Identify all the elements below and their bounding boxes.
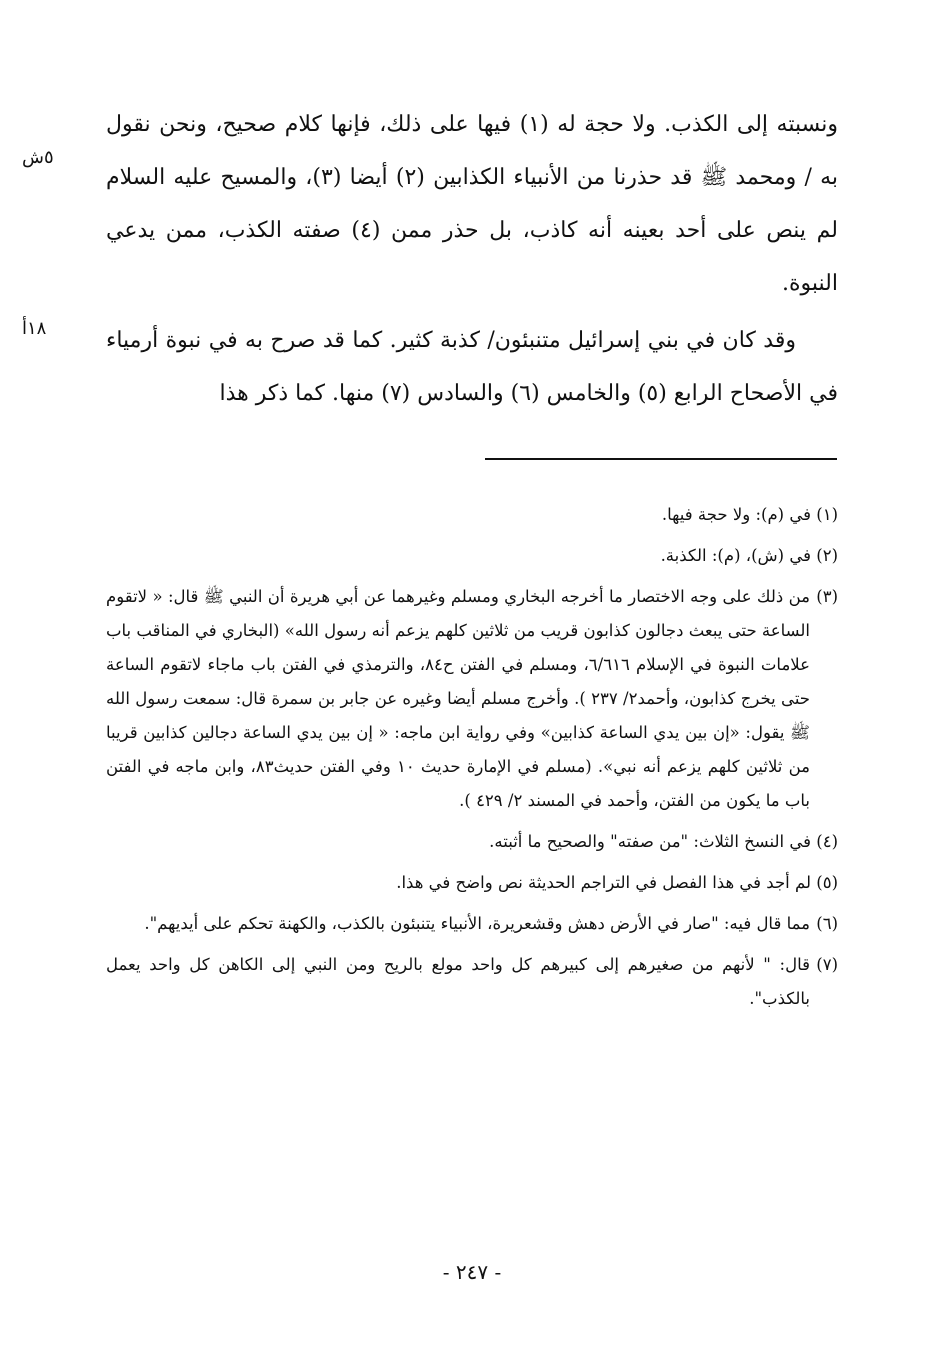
main-text [106,98,838,420]
footnote-number: (٦) [816,914,838,933]
paragraph-2: وقد كان في بني إسرائيل متنبئون/ كذبة كثير. كما قد صرح به في نبوة أرمياء في الأصحاح الرابع (٥) والخامس (٦) والسادس (٧) منها. كما ذكر هذا [106,328,838,406]
footnote-5: (٥) لم أجد في هذا الفصل في التراجم الحديثة نص واضح في هذا. [396,873,838,892]
footnote-3 [106,580,838,818]
paragraph-1: ونسبته إلى الكذب. ولا حجة له (١) فيها على ذلك، فإنها كلام صحيح، ونحن نقول به / ومحمد ﷺ قد حذرنا من الأنبياء الكذابين (٢) أيضا (٣)، والمسيح عليه السلام لم ينص على أحد بعينه أنه كاذب، بل حذر ممن (٤) صفته الكذب، ممن يدعي النبوة. [106,112,839,296]
footnote-text: من ذلك على وجه الاختصار ما أخرجه البخاري ومسلم وغيرهما عن أبي هريرة أن النبي ﷺ قال: « لاتقوم الساعة حتى يبعث دجالون كذابون قريب من ثلاثين كلهم يزعم أنه رسول الله» (البخاري في المناقب باب علامات النبوة في الإسلام ٦/٦١٦، ومسلم في الفتن ح٨٤، والترمذي في الفتن باب ماجاء لاتقوم الساعة حتى يخرج كذابون، وأحمد٢/ ٢٣٧ ). وأخرج مسلم أيضا وغيره عن جابر بن سمرة قال: سمعت رسول الله ﷺ يقول: «إن بين يدي الساعة كذابين» وفي رواية ابن ماجه: « إن بين يدي الساعة دجالين كذابين قريبا من ثلاثين كلهم يزعم أنه نبي». (مسلم في الإمارة حديث ١٠ وفي الفتن حديث٨٣، وابن ماجه في الفتن باب ما يكون من الفتن، وأحمد في المسند ٢/ ٤٢٩ ). [106,587,810,810]
footnote-text: مما قال فيه: "صار في الأرض دهش وقشعريرة، الأنبياء يتنبئون بالكذب، والكهنة تحكم على أيديهم". [144,914,810,933]
footnote-7 [106,948,838,1016]
footnote-number: (٣) [816,587,838,606]
footnote-1: (١) في (م): ولا حجة فيها. [661,505,838,524]
footnote-number: (٧) [816,955,838,974]
footnote-4: (٤) في النسخ الثلاث: "من صفته" والصحيح ما أثبته. [489,832,838,851]
footnote-2: (٢) في (ش)، (م): الكذبة. [660,546,838,565]
footnote-6 [106,907,838,941]
margin-folio-note: ٥ش [22,147,54,168]
footnotes [106,498,838,1023]
footnote-separator [485,458,837,460]
margin-folio-note: ١٨أ [22,318,47,339]
footnote-text: قال: " لأنهم من صغيرهم إلى كبيرهم كل واحد مولع بالريح ومن النبي إلى الكاهن كل واحد يعمل بالكذب". [106,955,810,1008]
page-number: - ٢٤٧ - [442,1260,502,1284]
